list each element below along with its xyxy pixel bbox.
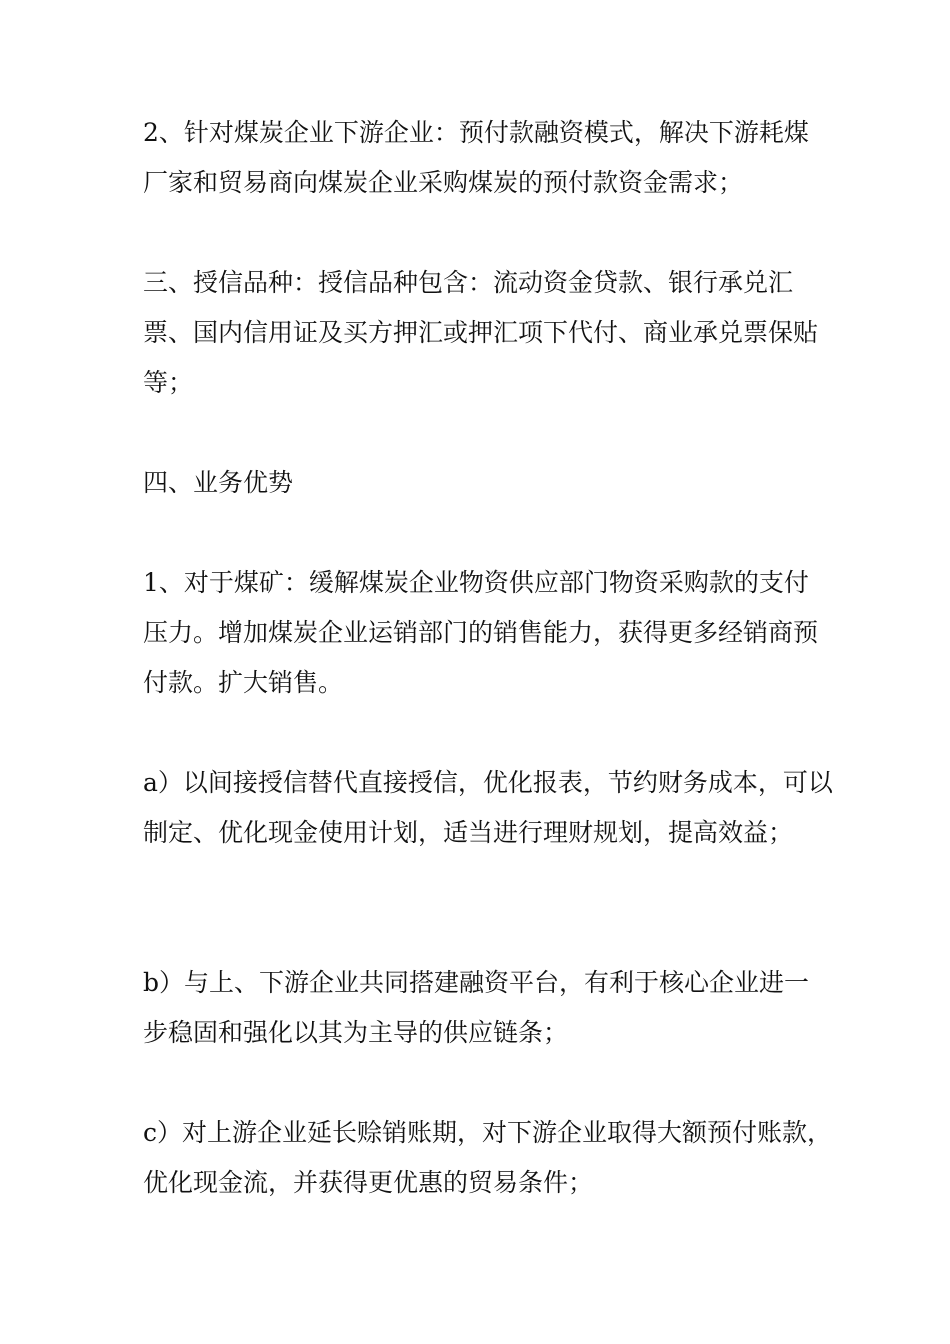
paragraph-downstream-financing: 2、针对煤炭企业下游企业：预付款融资模式，解决下游耗煤厂家和贸易商向煤炭企业采购煤炭的预付款资金需求； bbox=[143, 118, 809, 197]
paragraph-item-c: c）对上游企业延长赊销账期，对下游企业取得大额预付账款，优化现金流，并获得更优惠的贸易条件； bbox=[143, 1118, 833, 1197]
paragraph-for-coal-mines: 1、对于煤矿：缓解煤炭企业物资供应部门物资采购款的支付压力。增加煤炭企业运销部门的销售能力，获得更多经销商预付款。扩大销售。 bbox=[143, 568, 819, 697]
paragraph-item-a: a）以间接授信替代直接授信，优化报表，节约财务成本，可以制定、优化现金使用计划，适当进行理财规划，提高效益； bbox=[143, 768, 833, 847]
paragraph-credit-types: 三、授信品种：授信品种包含：流动资金贷款、银行承兑汇票、国内信用证及买方押汇或押汇项下代付、商业承兑票保贴等； bbox=[143, 268, 819, 397]
paragraph-item-b: b）与上、下游企业共同搭建融资平台，有利于核心企业进一步稳固和强化以其为主导的供应链条； bbox=[143, 968, 810, 1047]
section-heading-business-advantages: 四、业务优势 bbox=[143, 468, 294, 497]
